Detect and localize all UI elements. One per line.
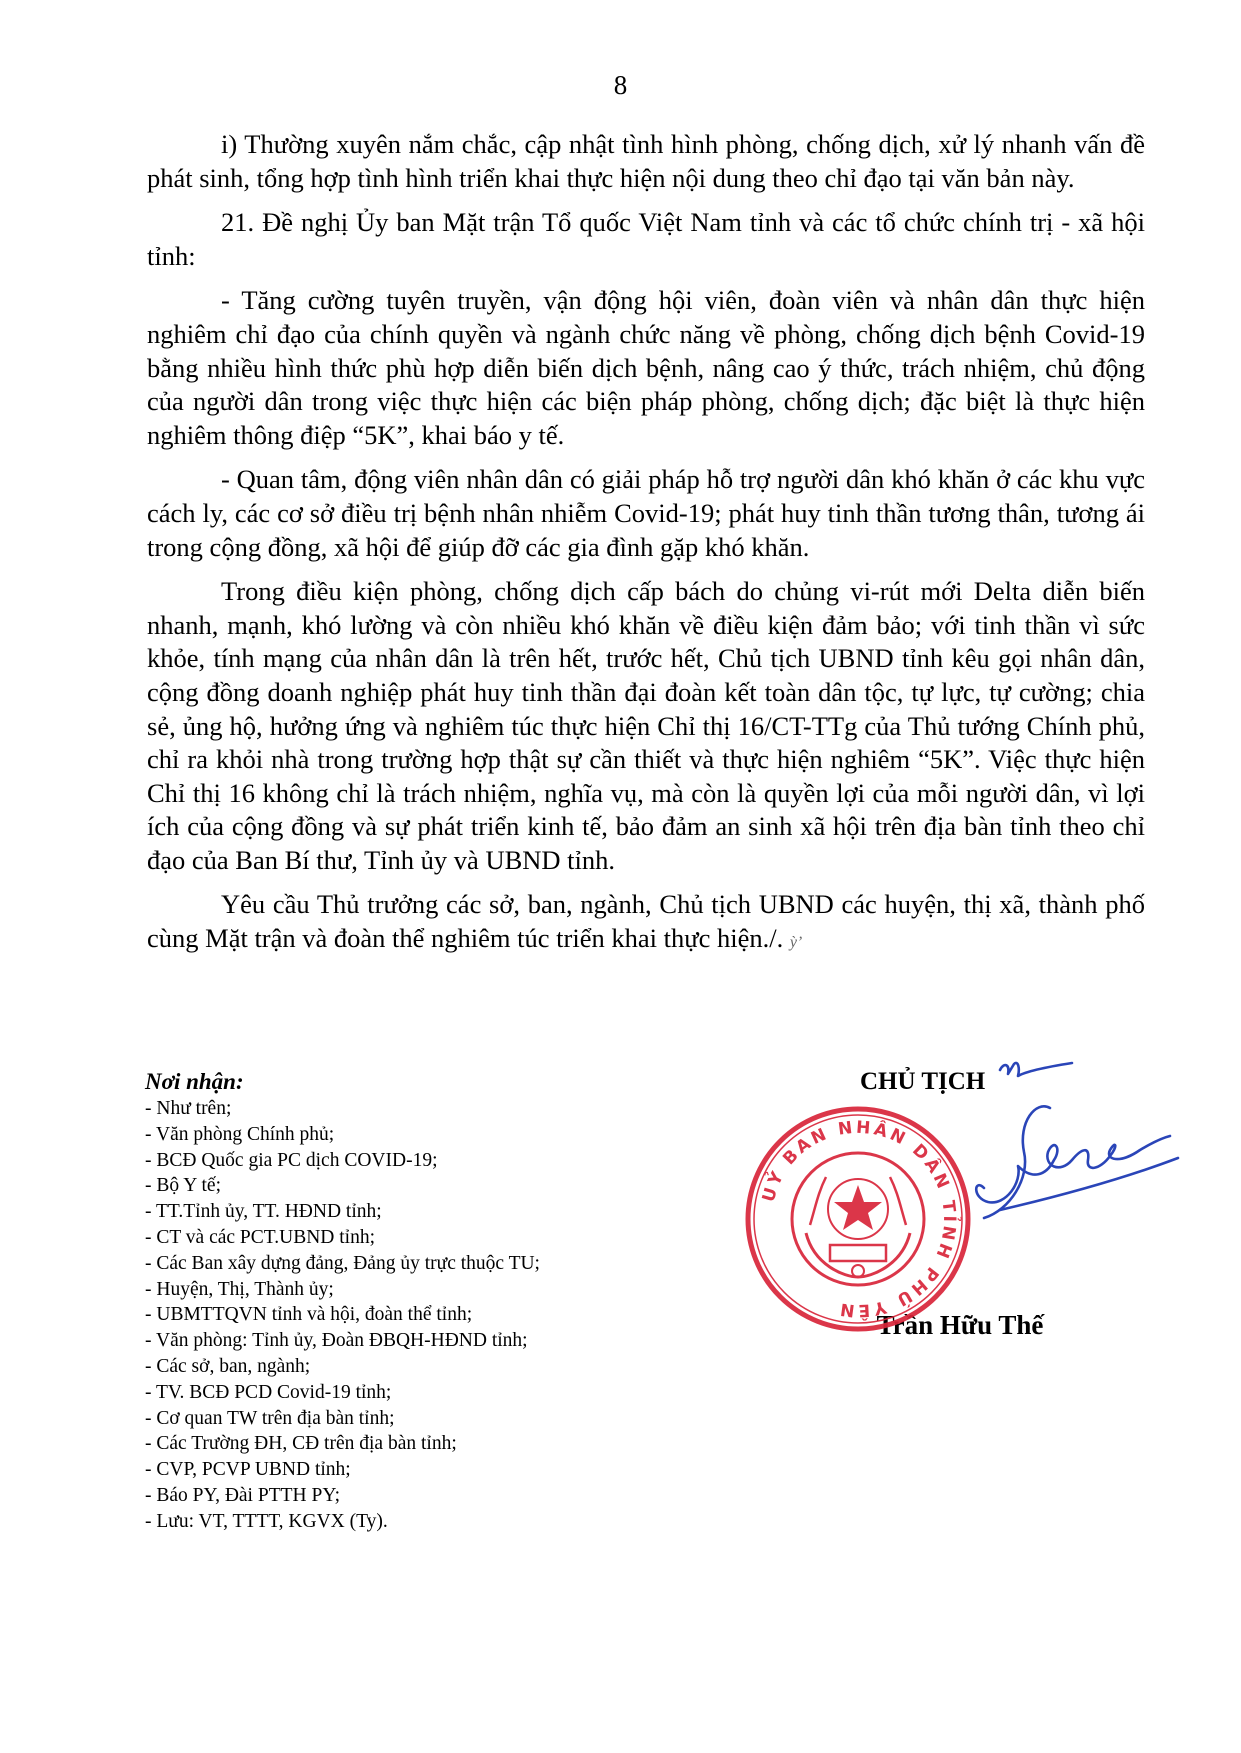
initials-mark: ỳ’ xyxy=(789,934,803,952)
recipients-heading: Nơi nhận: xyxy=(145,1069,244,1094)
recipient-item: - Các Ban xây dựng đảng, Đảng ủy trực thuộc TU; xyxy=(145,1252,540,1274)
recipient-item: - BCĐ Quốc gia PC dịch COVID-19; xyxy=(145,1149,438,1171)
recipient-item: - Cơ quan TW trên địa bàn tỉnh; xyxy=(145,1407,395,1429)
handwritten-signature-icon xyxy=(850,1060,1180,1260)
paragraph-propaganda: - Tăng cường tuyên truyền, vận động hội viên, đoàn viên và nhân dân thực hiện nghiêm chỉ đạo của chính quyền và ngành chức năng về phòng, chống dịch bệnh Covid-19 bằng nhiều hình thức phù hợp diễn biến dịch bệnh, nâng cao ý thức, trách nhiệm, chủ động của người dân trong việc thực hiện các biện pháp phòng, chống dịch; đặc biệt là thực hiện nghiêm thông điệp “5K”, khai báo y tế. xyxy=(147,285,1145,450)
recipient-item: - UBMTTQVN tỉnh và hội, đoàn thể tỉnh; xyxy=(145,1304,473,1326)
recipient-item: - CVP, PCVP UBND tỉnh; xyxy=(145,1459,351,1481)
recipient-item: - Huyện, Thị, Thành ủy; xyxy=(145,1278,334,1300)
recipient-item: - Như trên; xyxy=(145,1098,232,1119)
document-body xyxy=(147,128,1145,960)
recipient-item: - Lưu: VT, TTTT, KGVX (Ty). xyxy=(145,1510,388,1532)
paragraph-item-21: 21. Đề nghị Ủy ban Mặt trận Tổ quốc Việt Nam tỉnh và các tổ chức chính trị - xã hội tỉnh: xyxy=(147,207,1145,271)
recipient-item: - Các Trường ĐH, CĐ trên địa bàn tỉnh; xyxy=(145,1433,457,1455)
signer-title: CHỦ TỊCH xyxy=(860,1068,986,1095)
signer-name: Trần Hữu Thế xyxy=(876,1310,1044,1340)
seal-ring-text: UỶ BAN NHÂN DÂN TỈNH PHÚ YÊN xyxy=(758,1117,960,1321)
recipient-item: - Các sở, ban, ngành; xyxy=(145,1355,311,1377)
paragraph-appeal: Trong điều kiện phòng, chống dịch cấp bách do chủng vi-rút mới Delta diễn biến nhanh, mạnh, khó lường và còn nhiều khó khăn về điều kiện đảm bảo; với tinh thần vì sức khỏe, tính mạng của nhân dân là trên hết, trước hết, Chủ tịch UBND tỉnh kêu gọi nhân dân, cộng đồng doanh nghiệp phát huy tinh thần đại đoàn kết toàn dân tộc, tự lực, tự cường; chia sẻ, ủng hộ, hưởng ứng và nghiêm túc thực hiện Chỉ thị 16/CT-TTg của Thủ tướng Chính phủ, chỉ ra khỏi nhà trong trường hợp thật sự cần thiết và thực hiện nghiêm “5K”. Việc thực hiện Chỉ thị 16 không chỉ là trách nhiệm, nghĩa vụ, mà còn là quyền lợi của mỗi người dân, vì lợi ích của cộng đồng và sự phát triển kinh tế, bảo đảm an sinh xã hội trên địa bàn tỉnh theo chỉ đạo của Ban Bí thư, Tỉnh ủy và UBND tỉnh. xyxy=(147,576,1145,875)
recipients-block xyxy=(145,1068,705,1535)
paragraph-request-text: Yêu cầu Thủ trưởng các sở, ban, ngành, Chủ tịch UBND các huyện, thị xã, thành phố cùng Mặt trận và đoàn thể nghiêm túc triển khai thực hiện./. xyxy=(147,889,1145,954)
page-number: 8 xyxy=(613,70,628,100)
recipient-item: - Bộ Y tế; xyxy=(145,1175,222,1197)
paragraph-item-i: i) Thường xuyên nắm chắc, cập nhật tình hình phòng, chống dịch, xử lý nhanh vấn đề phát sinh, tổng hợp tình hình triển khai thực hiện nội dung theo chỉ đạo tại văn bản này. xyxy=(147,129,1145,193)
recipient-item: - Văn phòng: Tỉnh ủy, Đoàn ĐBQH-HĐND tỉnh; xyxy=(145,1330,528,1352)
paragraph-support: - Quan tâm, động viên nhân dân có giải pháp hỗ trợ người dân khó khăn ở các khu vực cách ly, các cơ sở điều trị bệnh nhân nhiễm Covid-19; phát huy tinh thần tương thân, tương ái trong cộng đồng, xã hội để giúp đỡ các gia đình gặp khó khăn. xyxy=(147,464,1145,562)
recipient-item: - TT.Tỉnh ủy, TT. HĐND tỉnh; xyxy=(145,1201,382,1223)
recipient-item: - Văn phòng Chính phủ; xyxy=(145,1123,335,1145)
recipients-list xyxy=(145,1096,705,1535)
recipient-item: - TV. BCĐ PCD Covid-19 tỉnh; xyxy=(145,1381,392,1403)
recipient-item: - Báo PY, Đài PTTH PY; xyxy=(145,1484,341,1506)
paragraph-request xyxy=(147,888,1145,959)
recipient-item: - CT và các PCT.UBND tỉnh; xyxy=(145,1226,376,1248)
